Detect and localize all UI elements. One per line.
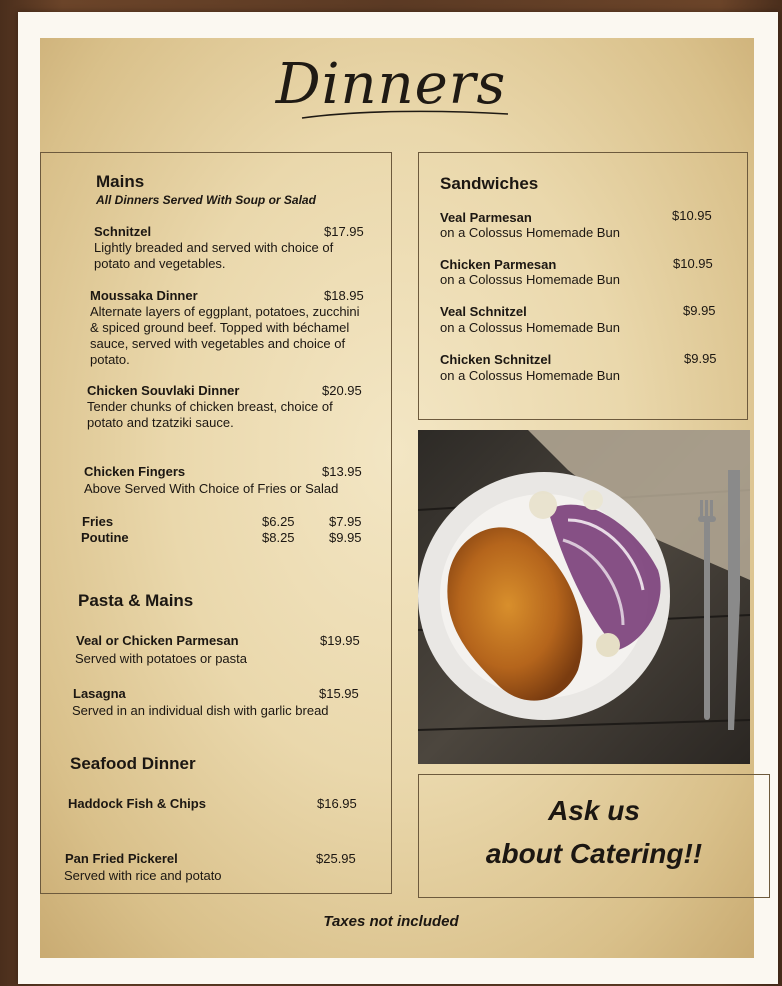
item-name: Haddock Fish & Chips <box>68 796 206 811</box>
item-description: Served with potatoes or pasta <box>75 651 247 666</box>
taxes-note: Taxes not included <box>323 913 459 930</box>
item-name: Lasagna <box>73 686 126 701</box>
item-price: $9.95 <box>684 351 717 366</box>
pasta-heading: Pasta & Mains <box>78 591 194 610</box>
title-swash-decoration <box>300 108 510 122</box>
side-name: Poutine <box>81 530 129 545</box>
side-name: Fries <box>82 514 114 529</box>
item-description: Tender chunks of chicken breast, choice of potato and tzatziki sauce. <box>87 399 333 430</box>
item-price: $13.95 <box>322 464 362 479</box>
item-price: $17.95 <box>324 224 364 239</box>
item-price: $15.95 <box>319 686 359 701</box>
item-price: $9.95 <box>683 303 716 318</box>
item-price: $10.95 <box>673 256 713 271</box>
schnitzel-plate-image <box>418 430 750 764</box>
item-price: $18.95 <box>324 288 364 303</box>
item-description: Alternate layers of eggplant, potatoes, zucchini & spiced ground beef. Topped with béchamel sauce, served with vegetables and choice of potato. <box>90 304 360 367</box>
item-price: $25.95 <box>316 851 356 866</box>
item-description: Lightly breaded and served with choice of potato and vegetables. <box>94 240 334 271</box>
item-name: Veal Parmesan <box>440 210 532 225</box>
seafood-heading: Seafood Dinner <box>70 754 196 773</box>
menu-title: Dinners <box>275 52 507 117</box>
item-description: on a Colossus Homemade Bun <box>440 320 620 335</box>
side-price-large: $9.95 <box>329 530 362 545</box>
side-price-small: $6.25 <box>262 514 295 529</box>
sandwiches-heading: Sandwiches <box>440 174 539 193</box>
food-photo <box>418 430 750 764</box>
item-name: Veal Schnitzel <box>440 304 527 319</box>
item-name: Chicken Souvlaki Dinner <box>87 383 240 398</box>
item-description: on a Colossus Homemade Bun <box>440 225 620 240</box>
item-name: Chicken Parmesan <box>440 257 557 272</box>
item-name: Veal or Chicken Parmesan <box>76 633 239 648</box>
item-name: Chicken Fingers <box>84 464 186 479</box>
item-description: on a Colossus Homemade Bun <box>440 368 620 383</box>
item-name: Schnitzel <box>94 224 152 239</box>
mains-note: All Dinners Served With Soup or Salad <box>96 193 316 207</box>
item-description: on a Colossus Homemade Bun <box>440 272 620 287</box>
item-price: $16.95 <box>317 796 357 811</box>
item-name: Moussaka Dinner <box>90 288 198 303</box>
item-description: Served with rice and potato <box>64 868 222 883</box>
catering-line-2: about Catering!! <box>485 838 703 869</box>
item-name: Chicken Schnitzel <box>440 352 552 367</box>
item-price: $19.95 <box>320 633 360 648</box>
catering-panel <box>418 774 770 898</box>
side-price-small: $8.25 <box>262 530 295 545</box>
item-description: Above Served With Choice of Fries or Salad <box>84 481 339 496</box>
item-price: $20.95 <box>322 383 362 398</box>
mains-heading: Mains <box>96 172 145 191</box>
side-price-large: $7.95 <box>329 514 362 529</box>
catering-line-1: Ask us <box>548 795 640 826</box>
item-price: $10.95 <box>672 208 712 223</box>
item-description: Served in an individual dish with garlic bread <box>72 703 329 718</box>
item-name: Pan Fried Pickerel <box>65 851 178 866</box>
